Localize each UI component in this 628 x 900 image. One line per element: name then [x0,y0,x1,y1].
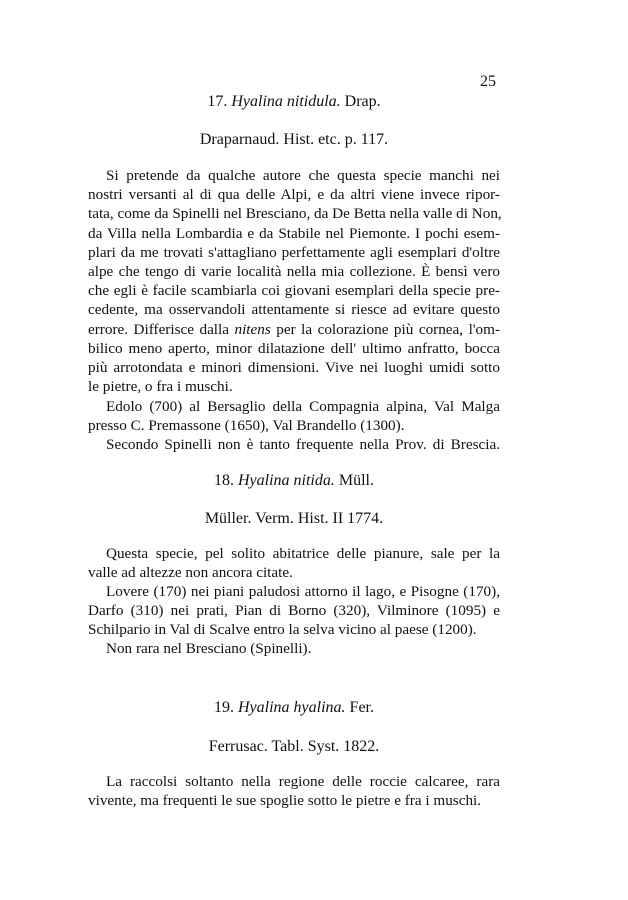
text-line: Secondo Spinelli non è tanto frequente nella Prov. di Brescia. [106,436,500,453]
species-genus: Hyalina [238,699,290,716]
species-genus: Hyalina [237,472,290,489]
species-heading-19 [88,699,500,717]
species-epithet: hyalina. [293,699,346,716]
text-line: bilico meno aperto, minor dilatazione dell' ultimo anfratto, bocca [88,339,500,357]
text-line: plari da me trovati s'attagliano perfettamente agli esemplari d'oltre [88,243,500,261]
paragraph-19-description [88,772,500,810]
species-author: Müll. [338,472,374,489]
text-line: valle ad altezze non ancora citate. [88,564,293,582]
text-line: Schilpario in Val di Scalve entro la selva vicino al paese (1200). [88,621,477,639]
species-epithet: nitidula. [286,93,341,110]
species-number: 19. [214,699,234,716]
species-number: 17. [207,93,228,110]
text-line: La raccolsi soltanto nella regione delle roccie calcaree, rara [106,773,500,790]
text-line: presso C. Premassone (1650), Val Brandello (1300). [88,417,405,435]
text-line: cedente, ma osservandoli attentamente si riesce ad evitare questo [88,301,500,319]
paragraph-17-note [88,435,500,454]
species-heading-18 [88,472,500,490]
text-line: Darfo (310) nei prati, Pian di Borno (320), Vilminore (1095) e [88,602,500,620]
text-line: alpe che tengo di varie località nella mia collezione. È bensì vero [88,263,500,281]
text-line: più arrotondata e minori dimensioni. Vive nei luoghi umidi sotto [88,359,500,377]
species-reference-19: Ferrusac. Tabl. Syst. 1822. [208,738,380,755]
text-line: Lovere (170) nei piani paludosi attorno il lago, e Pisogne (170), [106,583,500,600]
paragraph-17-localities [88,397,500,435]
text-line: che egli è facile scambiarla coi giovani esemplari della specie pre- [88,282,500,300]
text-line: Edolo (700) al Bersaglio della Compagnia alpina, Val Malga [106,398,500,415]
text-line: nostri versanti al di qua delle Alpi, e da altri viene invece ripor- [88,186,500,204]
paragraph-18-note [88,639,500,658]
species-genus: Hyalina [231,93,283,110]
text-run: per la colorazione più cornea, l'om- [270,320,501,338]
text-line: le pietre, o fra i muschi. [88,378,233,396]
species-author: Drap. [344,93,381,110]
species-author: Fer. [349,699,374,716]
paragraph-18-localities [88,582,500,640]
text-line: Non rara nel Bresciano (Spinelli). [106,640,312,657]
page-number: 25 [480,73,496,90]
text-line: Questa specie, pel solito abitatrice delle pianure, sale per la [106,545,500,562]
paragraph-17-description [88,166,500,396]
text-line [88,320,500,339]
species-epithet: nitida. [293,472,335,489]
text-line: Si pretende da qualche autore che questa specie manchi nei [106,167,500,184]
text-line: tata, come da Spinelli nel Bresciano, da De Betta nella valle di Non, [88,205,502,223]
paragraph-18-description [88,544,500,582]
species-number: 18. [213,472,234,489]
text-line: da Villa nella Lombardia e da Stabile nel Piemonte. I pochi esem- [88,224,500,242]
species-reference-17: Draparnaud. Hist. etc. p. 117. [199,131,389,148]
species-name-italic: nitens [234,320,271,338]
text-line: vivente, ma frequenti le sue spoglie sotto le pietre e fra i muschi. [88,792,482,810]
species-reference-18: Müller. Verm. Hist. II 1774. [204,510,384,527]
text-run: errore. Differisce dalla [88,320,235,338]
species-heading-17 [88,93,500,111]
